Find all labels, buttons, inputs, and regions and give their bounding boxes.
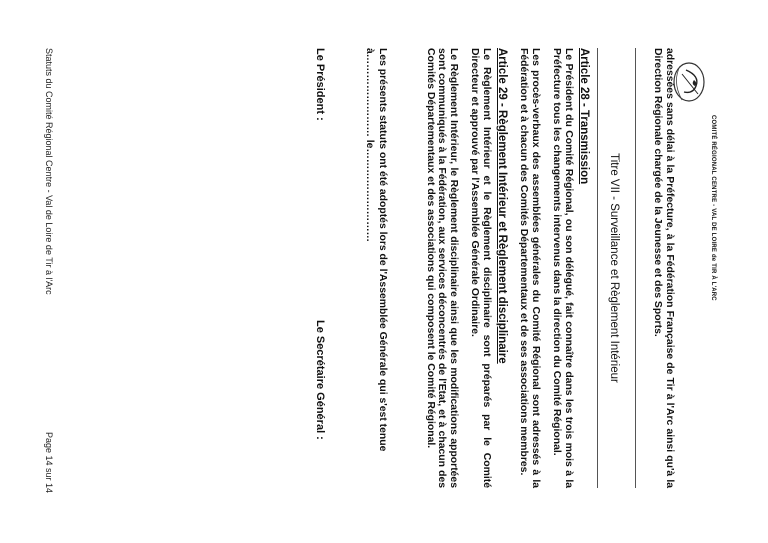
section-title: Titre VII - Surveillance et Règlement Intérieur (608, 153, 620, 383)
article-28-paragraph-2: Les procès-verbaux des assemblées générales du Comité Régional sont adressés à la Fédération et à chacun des Comités Départementaux et de ses associations membres. (518, 48, 541, 488)
section-bottom-rule (597, 48, 598, 488)
organization-name: COMITÉ RÉGIONAL CENTRE - VAL DE LOIRE de TIR À L'ARC (710, 115, 716, 301)
article-28-title: Article 28 - Transmission (578, 48, 590, 185)
footer-page-number: Page 14 sur 14 (44, 432, 54, 494)
secretary-signature-label: Le Secrétaire Général : (314, 320, 326, 440)
president-signature-label: Le Président : (314, 48, 326, 121)
article-28-paragraph-1: Le Président du Comité Régional, ou son délégué, fait connaître dans les trois mois à la Préfecture tous les changements intervenus dans la direction du Comité Régional. (551, 48, 574, 488)
article-29-paragraph-2: Le Règlement Intérieur, le Règlement disciplinaire ainsi que les modifications apportées sont communiqués à la Fédération, aux services déconcentrés de l'Etat, et à chacun des Comités Départementaux et des associations qui composent le Comité Régional. (424, 48, 459, 488)
adoption-line-1: Les présents statuts ont été adoptés lors de l'Assemblée Générale qui s'est tenue (377, 48, 388, 452)
section-top-rule (635, 48, 636, 488)
adoption-line-2: à…………………… le……………………… (364, 48, 375, 242)
archer-logo-icon (672, 60, 708, 108)
intro-paragraph: adressées sans délai à la Préfecture, à la Fédération Française de Tir à l'Arc ainsi qu'à la Direction Régionale chargée de la Jeunesse et des Sports. (652, 48, 675, 488)
article-29-paragraph-1: Le Règlement Intérieur et le Règlement disciplinaire sont préparés par le Comité Directeur et approuvé par l'Assemblée Générale Ordinaire. (469, 48, 492, 488)
article-29-title: Article 29 - Règlement Intérieur et Règlement disciplinaire (496, 48, 508, 364)
footer-title: Statuts du Comité Régional Centre - Val de Loire de Tir à l'Arc (44, 48, 54, 295)
